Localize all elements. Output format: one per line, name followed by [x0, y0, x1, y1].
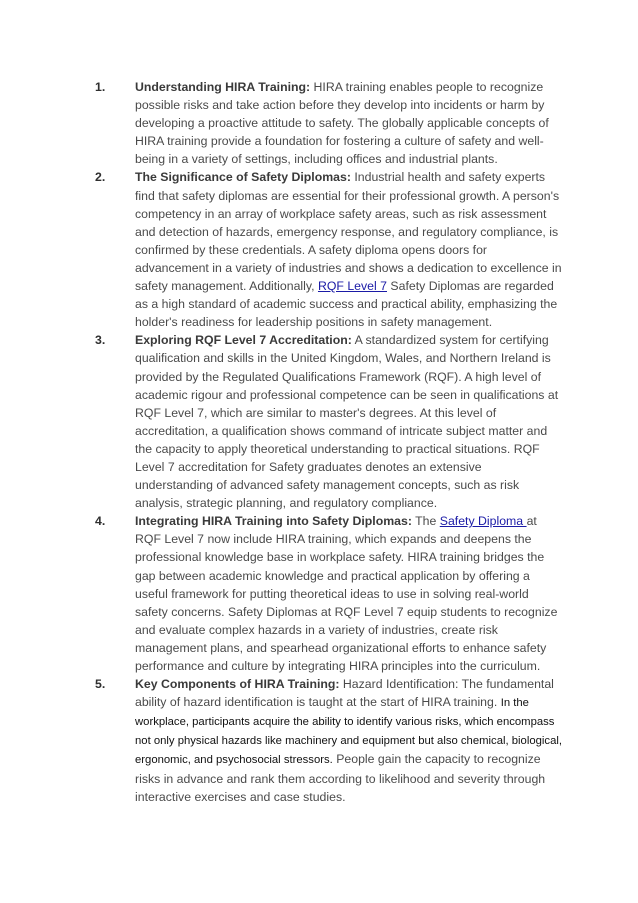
- item-heading: Integrating HIRA Training into Safety Diplomas:: [135, 514, 412, 529]
- item-number: 2.: [95, 170, 106, 185]
- item-heading: Understanding HIRA Training:: [135, 80, 311, 94]
- list-item-5: [0, 675, 638, 806]
- item-text: HIRA training enables people to recognize possible risks and take action before they develop into incidents or harm by developing a proactive attitude to safety. The globally applicable concepts of HIRA training provide a foundation for fostering a culture of safety and well-being in a variety of settings, including offices and industrial plants.: [135, 80, 549, 167]
- item-number: 5.: [95, 677, 106, 692]
- item-text: A standardized system for certifying qualification and skills in the United Kingdom, Wales, and Northern Ireland is provided by the Regulated Qualifications Framework (RQF). A high level of academic rigour and professional competence can be seen in qualifications at RQF Level 7, which are similar to master's degrees. At this level of accreditation, a qualification shows command of intricate subject matter and the capacity to apply theoretical understanding to practical situations. RQF Level 7 accreditation for Safety graduates denotes an extensive understanding of advanced safety management concepts, such as risk analysis, strategic planning, and regulatory compliance.: [135, 333, 559, 511]
- list-item-3: [0, 331, 638, 512]
- item-heading: Key Components of HIRA Training:: [135, 677, 340, 692]
- item-heading: Exploring RQF Level 7 Accreditation:: [135, 333, 352, 348]
- item-number: 1.: [95, 80, 106, 94]
- item-text-dark: In the workplace, participants acquire the ability to identify various risks, which encompass not only physical hazards like machinery and equipment but also chemical, biological, ergonomic, and psychosocial stressors.: [135, 697, 563, 767]
- item-text: Industrial health and safety experts find that safety diplomas are essential for their professional growth. A person's competency in an array of workplace safety areas, such as risk assessment and detection of hazards, emergency response, and regulatory compliance, is confirmed by these credentials. A safety diploma opens doors for advancement in a variety of industries and shows a dedication to excellence in safety management. Additionally,: [135, 170, 562, 294]
- rqf-level-7-link[interactable]: RQF Level 7: [317, 279, 387, 294]
- list-item-2: [0, 168, 638, 331]
- item-text-continued: at RQF Level 7 now include HIRA training, which expands and deepens the professional knowledge base in workplace safety. HIRA training bridges the gap between academic knowledge and practical application by offering a useful framework for putting theoretical ideas to use in solving real-world safety concerns. Safety Diplomas at RQF Level 7 equip students to recognize and evaluate complex hazards in a variety of industries, create risk management plans, and spearhead organizational efforts to enhance safety performance and culture by integrating HIRA principles into the curriculum.: [135, 514, 558, 673]
- item-number: 4.: [95, 514, 106, 529]
- list-item-1: [0, 78, 638, 168]
- safety-diploma-link[interactable]: Safety Diploma: [439, 514, 527, 529]
- item-text-continued: People gain the capacity to recognize risks in advance and rank them according to likelihood and severity through interactive exercises and case studies.: [135, 752, 546, 804]
- item-text: The: [411, 514, 440, 529]
- numbered-list: [0, 78, 638, 806]
- item-text: Hazard Identification: The fundamental ability of hazard identification is taught at the start of HIRA training.: [135, 677, 554, 710]
- list-item-4: [0, 512, 638, 675]
- item-number: 3.: [95, 333, 106, 348]
- item-heading: The Significance of Safety Diplomas:: [135, 170, 351, 185]
- item-text-continued: Safety Diplomas are regarded as a high standard of academic success and practical ability, emphasizing the holder's readiness for leadership positions in safety management.: [135, 279, 558, 330]
